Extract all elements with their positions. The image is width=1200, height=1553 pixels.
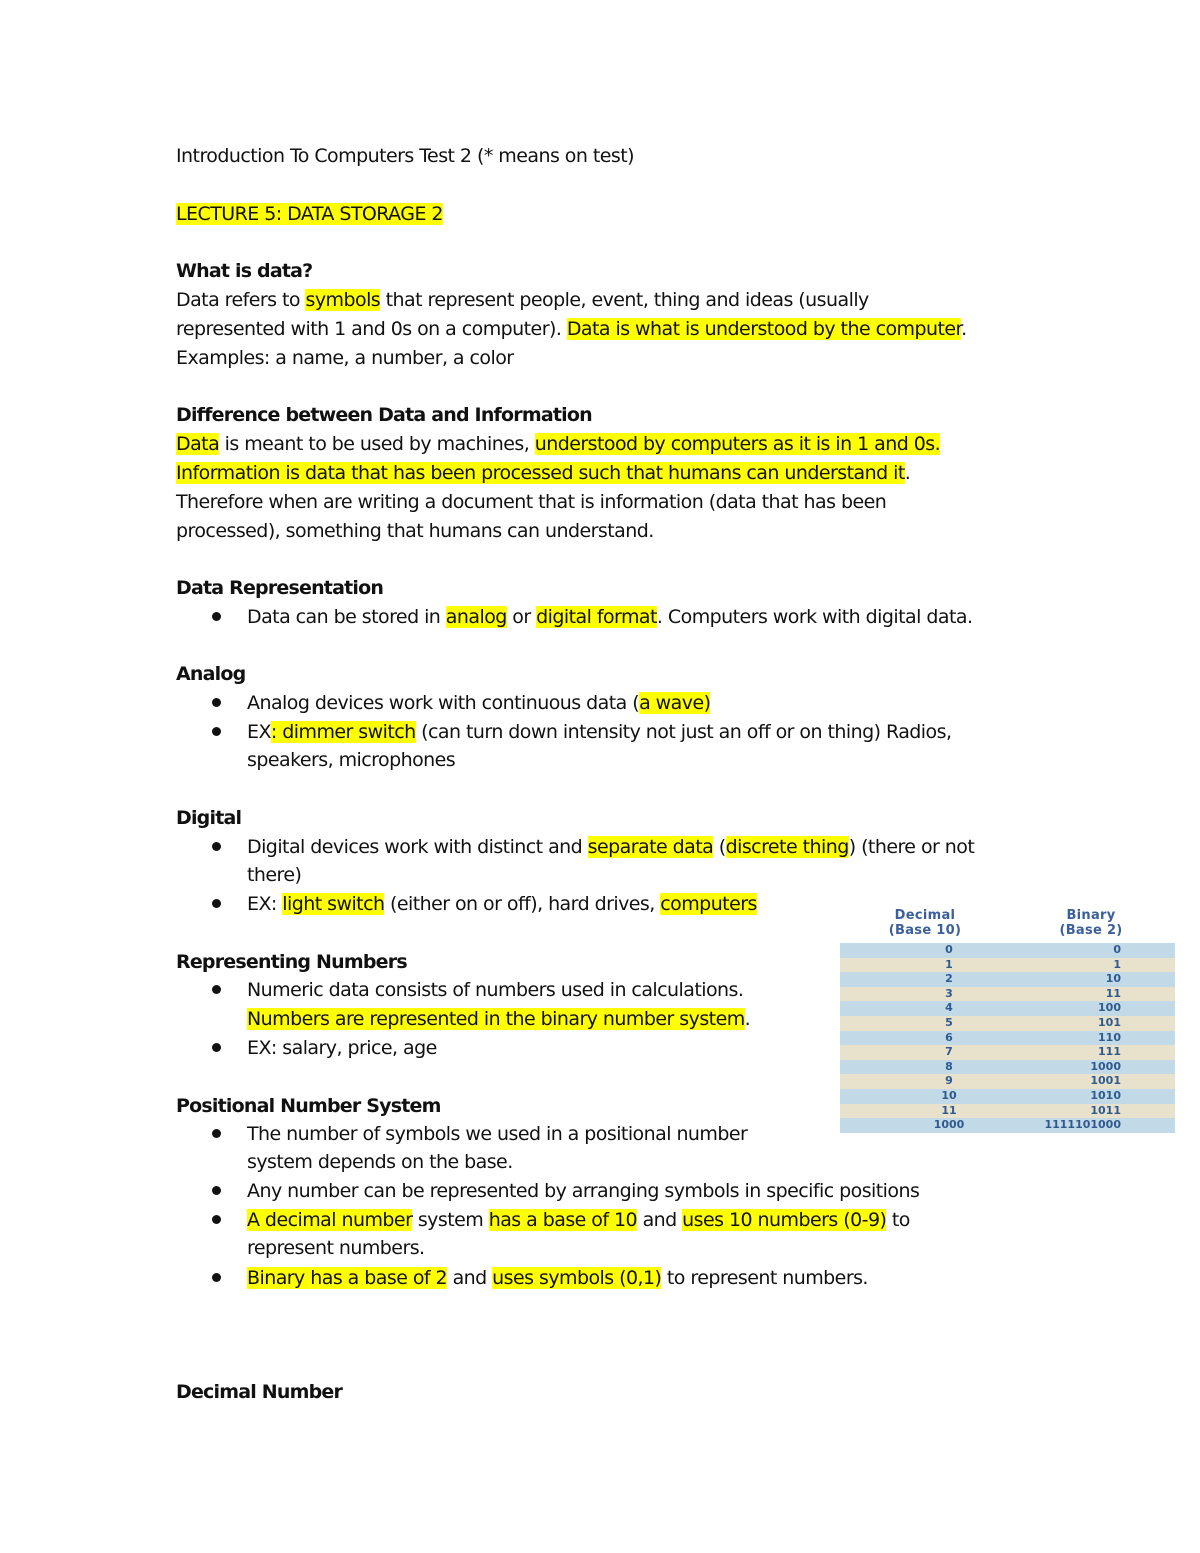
decimal-cell: 2 [945, 972, 953, 986]
list-item: Data can be stored in analog or digital format. Computers work with digital data. [247, 606, 973, 628]
decimal-cell: 1000 [933, 1118, 965, 1132]
table-row [840, 1060, 1175, 1075]
list-item: Any number can be represented by arranging symbols in specific positions [247, 1180, 920, 1202]
decimal-cell: 9 [945, 1074, 953, 1088]
header-decimal-label: Decimal [894, 908, 956, 923]
paragraph-line: Data refers to symbols that represent people, event, thing and ideas (usually [176, 289, 869, 311]
list-item: The number of symbols we used in a positional number [247, 1123, 748, 1145]
binary-cell: 0 [1113, 943, 1121, 956]
list-item: EX: light switch (either on or off), hard drives, computers [247, 893, 757, 915]
decimal-cell: 11 [941, 1103, 957, 1117]
binary-cell: 1 [1113, 957, 1121, 971]
list-item: Binary has a base of 2 and uses symbols (0,1) to represent numbers. [247, 1267, 868, 1289]
table-row [840, 1031, 1175, 1046]
bullet-icon [212, 842, 221, 851]
section-heading-numbers: Representing Numbers [176, 951, 407, 973]
binary-cell: 1111101000 [1044, 1118, 1121, 1132]
decimal-cell: 3 [945, 986, 953, 1000]
binary-cell: 1000 [1090, 1059, 1121, 1073]
section-heading-analog: Analog [176, 663, 246, 685]
list-item-continuation: system depends on the base. [247, 1151, 513, 1173]
decimal-cell: 1 [945, 957, 953, 971]
header-binary [1050, 908, 1132, 938]
section-heading-representation: Data Representation [176, 577, 384, 599]
decimal-cell: 4 [945, 1001, 953, 1015]
table-row [840, 1118, 1175, 1133]
paragraph-line: Examples: a name, a number, a color [176, 347, 514, 369]
binary-cell: 1001 [1090, 1074, 1121, 1088]
table-row [840, 1089, 1175, 1104]
section-heading-positional: Positional Number System [176, 1095, 441, 1117]
bullet-icon [212, 1215, 221, 1224]
binary-cell: 10 [1105, 972, 1121, 986]
bullet-icon [212, 1043, 221, 1052]
table-row [840, 1001, 1175, 1016]
binary-cell: 111 [1098, 1045, 1121, 1059]
bullet-icon [212, 1129, 221, 1138]
list-item: EX: dimmer switch (can turn down intensity not just an off or on thing) Radios, [247, 721, 952, 743]
header-decimal [884, 908, 966, 938]
document-title: Introduction To Computers Test 2 (* means on test) [176, 145, 634, 167]
paragraph-line: Data is meant to be used by machines, understood by computers as it is in 1 and 0s. [176, 433, 941, 455]
section-heading-difference: Difference between Data and Information [176, 404, 592, 426]
bullet-icon [212, 727, 221, 736]
table-row [840, 943, 1175, 958]
decimal-cell: 7 [945, 1045, 953, 1059]
list-item: Digital devices work with distinct and separate data (discrete thing) (there or not [247, 836, 975, 858]
decimal-cell: 10 [941, 1088, 957, 1102]
list-item: A decimal number system has a base of 10 and uses 10 numbers (0-9) to [247, 1209, 910, 1231]
binary-cell: 101 [1098, 1015, 1121, 1029]
section-heading-decimal: Decimal Number [176, 1381, 343, 1403]
section-heading-digital: Digital [176, 807, 242, 829]
section-heading-what-is-data: What is data? [176, 260, 313, 282]
list-item-continuation: represent numbers. [247, 1237, 425, 1259]
binary-cell: 110 [1098, 1030, 1121, 1044]
table-header [840, 906, 1175, 944]
table-row [840, 958, 1175, 973]
table-row [840, 972, 1175, 987]
header-binary-base: (Base 2) [1059, 923, 1123, 938]
binary-cell: 1011 [1090, 1103, 1121, 1117]
binary-cell: 1010 [1090, 1088, 1121, 1102]
decimal-cell: 0 [945, 943, 953, 956]
list-item: Numeric data consists of numbers used in calculations. [247, 979, 744, 1001]
list-item: EX: salary, price, age [247, 1037, 437, 1059]
bullet-icon [212, 899, 221, 908]
table-row [840, 1104, 1175, 1119]
bullet-icon [212, 985, 221, 994]
decimal-cell: 5 [945, 1015, 953, 1029]
header-decimal-base: (Base 10) [888, 923, 962, 938]
table-row [840, 1074, 1175, 1089]
bullet-icon [212, 698, 221, 707]
table-body [840, 943, 1175, 1133]
bullet-icon [212, 1273, 221, 1282]
decimal-cell: 8 [945, 1059, 953, 1073]
decimal-cell: 6 [945, 1030, 953, 1044]
list-item: Analog devices work with continuous data (a wave) [247, 692, 711, 714]
binary-cell: 11 [1105, 986, 1121, 1000]
decimal-binary-table [840, 906, 1175, 1132]
paragraph-line: Therefore when are writing a document that is information (data that has been [176, 491, 887, 513]
paragraph-line: Information is data that has been processed such that humans can understand it. [176, 462, 911, 484]
table-row [840, 1016, 1175, 1031]
paragraph-line: represented with 1 and 0s on a computer). Data is what is understood by the computer. [176, 318, 967, 340]
lecture-heading: LECTURE 5: DATA STORAGE 2 [176, 203, 443, 225]
list-item-continuation: there) [247, 864, 302, 886]
table-row [840, 1045, 1175, 1060]
list-item-continuation: speakers, microphones [247, 749, 456, 771]
bullet-icon [212, 612, 221, 621]
paragraph-line: processed), something that humans can understand. [176, 520, 654, 542]
list-item-continuation: Numbers are represented in the binary number system. [247, 1008, 751, 1030]
header-binary-label: Binary [1066, 908, 1116, 923]
table-row [840, 987, 1175, 1002]
binary-cell: 100 [1098, 1001, 1121, 1015]
bullet-icon [212, 1186, 221, 1195]
